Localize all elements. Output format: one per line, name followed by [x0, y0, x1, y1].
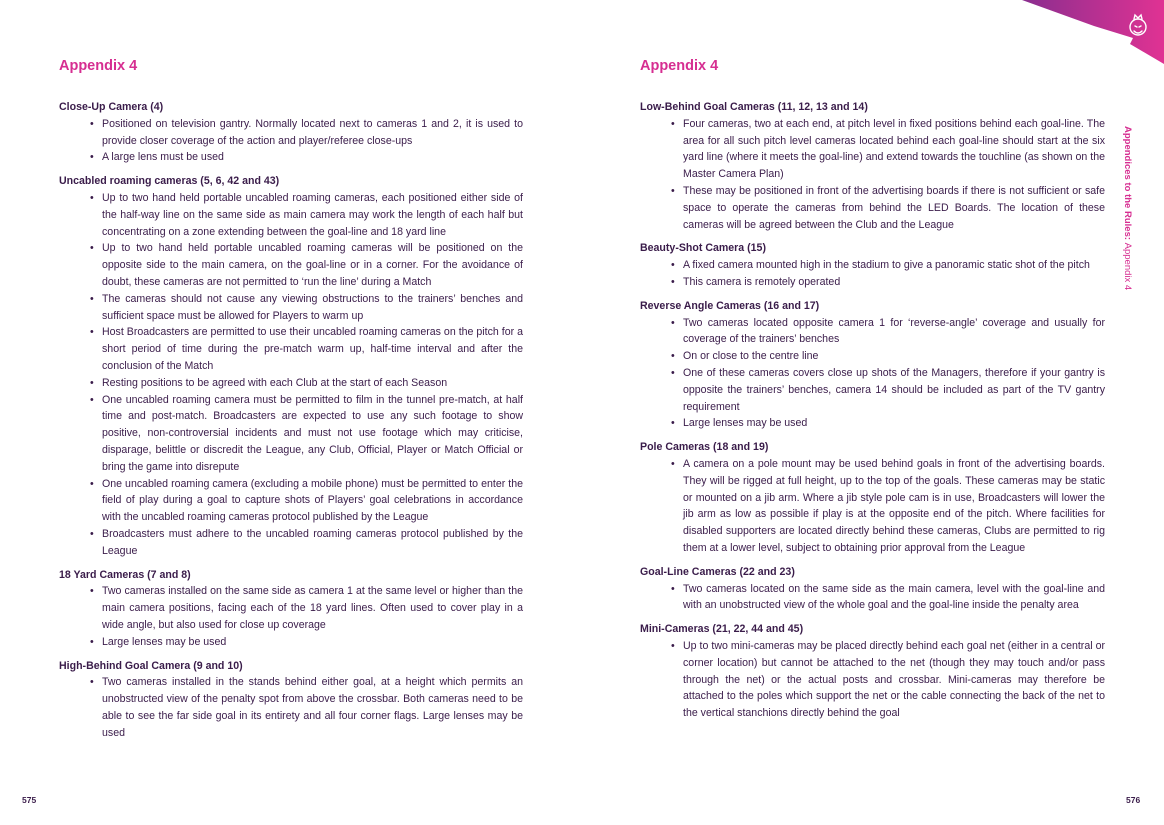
bullet-item: • The cameras should not cause any viewing obstructions to the trainers’ benches and sufficient space must be allowed for Players to warm up	[102, 291, 523, 325]
section	[640, 439, 1105, 557]
bullet-list	[640, 116, 1105, 234]
bullet-item: • Resting positions to be agreed with each Club at the start of each Season	[102, 375, 523, 392]
bullet-item: • One uncabled roaming camera must be permitted to film in the tunnel pre-match, at half time and post-match. Broadcasters are expected to use any such footage to show positive, non-controversial incidents and must not use footage which may criticise, disparage, belittle or discredit the League, any Club, Official, Player or Match Official or bring the game into disrepute	[102, 392, 523, 476]
bullet-item: • Up to two hand held portable uncabled roaming cameras will be positioned on the opposite side to the main camera, on the goal-line or in a corner. For the avoidance of doubt, these cameras are not permitted to ‘run the line’ during a Match	[102, 240, 523, 290]
section-title: Goal-Line Cameras (22 and 23)	[640, 565, 795, 578]
section-title: Reverse Angle Cameras (16 and 17)	[640, 299, 820, 312]
bullet-list	[640, 315, 1105, 433]
page-title: Appendix 4	[640, 58, 719, 74]
side-label-light: Appendix 4	[1122, 242, 1133, 291]
bullet-list	[59, 190, 523, 560]
bullet-item: • Two cameras located opposite camera 1 for ‘reverse-angle’ coverage and usually for coverage of the trainers’ benches	[683, 315, 1105, 349]
page-title: Appendix 4	[59, 58, 138, 74]
right-column	[640, 99, 1105, 729]
section	[640, 298, 1105, 432]
left-column	[59, 99, 523, 748]
bullet-item: • Up to two mini-cameras may be placed directly behind each goal net (either in a central or corner location) but cannot be attached to the net (though they may touch and/or pass through the net) or the actual posts and crossbar. Mini-cameras may therefore be attached to the poles which support the net or the cable connecting the back of the net to the vertical stanchions directly behind the goal	[683, 638, 1105, 722]
right-page	[582, 0, 1164, 825]
section-title: 18 Yard Cameras (7 and 8)	[59, 568, 191, 581]
page-number: 576	[1126, 795, 1141, 805]
side-label	[1122, 126, 1133, 290]
bullet-item: • On or close to the centre line	[683, 348, 1105, 365]
bullet-item: • Up to two hand held portable uncabled roaming cameras, each positioned either side of the half-way line on the same side as main camera may work the length of each half but concentrating on a zone extending between the goal-line and 18 yard line	[102, 190, 523, 240]
section-title: Close-Up Camera (4)	[59, 101, 164, 113]
bullet-list	[59, 674, 523, 741]
section-title: Low-Behind Goal Cameras (11, 12, 13 and 14)	[640, 101, 868, 113]
section	[640, 240, 1105, 290]
bullet-item: • Positioned on television gantry. Normally located next to cameras 1 and 2, it is used to provide closer coverage of the action and player/referee close-ups	[102, 116, 523, 150]
bullet-list	[59, 583, 523, 650]
section-title: Pole Cameras (18 and 19)	[640, 441, 769, 454]
section	[59, 658, 523, 742]
bullet-item: • Large lenses may be used	[683, 415, 1105, 432]
bullet-item: • A large lens must be used	[102, 149, 523, 166]
bullet-list	[640, 456, 1105, 557]
section	[59, 173, 523, 559]
bullet-item: • A camera on a pole mount may be used behind goals in front of the advertising boards. They will be rigged at full height, up to the top of the goals. These cameras may be static or mounted on a jib arm. Where a jib style pole cam is in use, Broadcasters will lower the jib arm as low as possible if play is at the opposite end of the pitch. Where facilities for disabled supporters are located directly behind these cameras, Clubs are permitted to rig them at a lower level, subject to obtaining prior approval from the League	[683, 456, 1105, 557]
bullet-list	[640, 257, 1105, 291]
section	[640, 99, 1105, 233]
bullet-item: • Four cameras, two at each end, at pitch level in fixed positions behind each goal-line. The area for all such pitch level cameras located behind each goal-line should start at the six yard line (where it meets the goal-line) and extend towards the touchline (as shown on the Master Camera Plan)	[683, 116, 1105, 183]
bullet-item: • One uncabled roaming camera (excluding a mobile phone) must be permitted to enter the field of play during a goal to capture shots of Players’ goal celebrations in accordance with the uncabled roaming cameras protocol published by the League	[102, 476, 523, 526]
bullet-item: • Large lenses may be used	[102, 634, 523, 651]
section	[59, 99, 523, 166]
section-title: Beauty-Shot Camera (15)	[640, 242, 766, 255]
bullet-item: • Two cameras installed in the stands behind either goal, at a height which permits an unobstructed view of the penalty spot from above the crossbar. Both cameras need to be able to see the far side goal in its entirety and all four corner flags. Large lenses may be used	[102, 674, 523, 741]
section-title: Uncabled roaming cameras (5, 6, 42 and 43)	[59, 175, 280, 188]
brand-corner	[1022, 0, 1164, 70]
corner-ribbon	[1022, 0, 1164, 64]
section	[640, 564, 1105, 614]
bullet-list	[59, 116, 523, 166]
bullet-item: • This camera is remotely operated	[683, 274, 1105, 291]
section-title: Mini-Cameras (21, 22, 44 and 45)	[640, 623, 804, 636]
bullet-list	[640, 638, 1105, 722]
bullet-item: • A fixed camera mounted high in the stadium to give a panoramic static shot of the pitch	[683, 257, 1105, 274]
section	[640, 621, 1105, 722]
side-label-bold: Appendices to the Rules:	[1122, 126, 1133, 241]
bullet-item: • Two cameras installed on the same side as camera 1 at the same level or higher than the main camera positions, facing each of the 18 yard lines. Often used to cover play in a wide angle, but also used for close up coverage	[102, 583, 523, 633]
bullet-item: • One of these cameras covers close up shots of the Managers, therefore if your gantry is opposite the trainers’ benches, camera 14 should be included as part of the TV gantry requirement	[683, 365, 1105, 415]
section-title: High-Behind Goal Camera (9 and 10)	[59, 659, 243, 672]
bullet-item: • Host Broadcasters are permitted to use their uncabled roaming cameras on the pitch for a short period of time during the pre-match warm up, half-time interval and after the conclusion of the Match	[102, 324, 523, 374]
section	[59, 567, 523, 651]
bullet-item: • Two cameras located on the same side as the main camera, level with the goal-line and with an unobstructed view of the whole goal and the goal-line inside the penalty area	[683, 581, 1105, 615]
page-number: 575	[22, 795, 37, 805]
bullet-item: • These may be positioned in front of the advertising boards if there is not sufficient or safe space to operate the cameras from behind the LED Boards. The location of these cameras will be agreed between the Club and the League	[683, 183, 1105, 233]
bullet-item: • Broadcasters must adhere to the uncabled roaming cameras protocol published by the League	[102, 526, 523, 560]
bullet-list	[640, 581, 1105, 615]
